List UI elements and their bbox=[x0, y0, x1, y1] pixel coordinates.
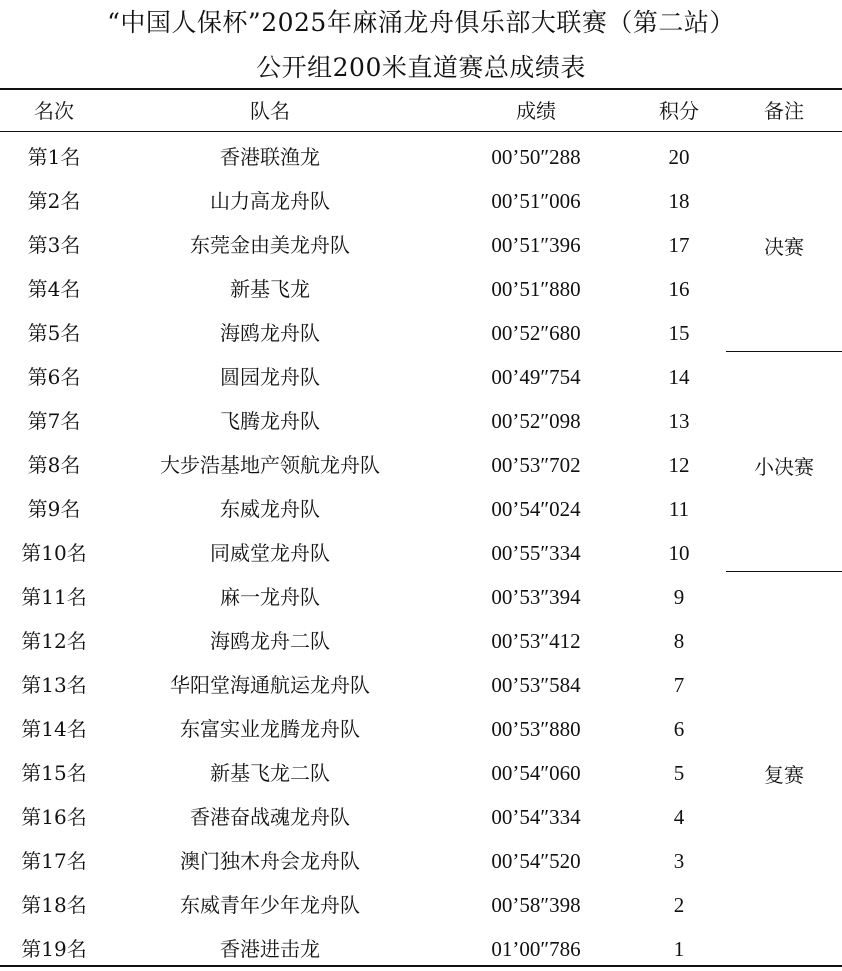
time-cell: 00’50″288 bbox=[491, 145, 581, 169]
table-row bbox=[0, 179, 842, 223]
table-row bbox=[0, 663, 842, 707]
table-row bbox=[0, 531, 842, 575]
time-cell: 01’00″786 bbox=[491, 937, 581, 961]
rank-cell: 第15名 bbox=[21, 761, 87, 785]
time-cell: 00’52″098 bbox=[491, 409, 581, 433]
team-cell: 东富实业龙腾龙舟队 bbox=[180, 717, 360, 741]
rank-cell: 第6名 bbox=[27, 365, 81, 389]
points-cell: 15 bbox=[668, 321, 690, 345]
note-divider-final bbox=[726, 351, 842, 352]
header-bottom-rule bbox=[0, 131, 842, 132]
results-table-body bbox=[0, 135, 842, 971]
rank-cell: 第9名 bbox=[27, 497, 81, 521]
table-row bbox=[0, 883, 842, 927]
rank-cell: 第14名 bbox=[21, 717, 87, 741]
table-row bbox=[0, 223, 842, 267]
rank-cell: 第18名 bbox=[21, 893, 87, 917]
team-cell: 香港奋战魂龙舟队 bbox=[190, 805, 350, 829]
points-cell: 18 bbox=[668, 189, 690, 213]
team-cell: 圆园龙舟队 bbox=[220, 365, 320, 389]
team-cell: 海鸥龙舟二队 bbox=[210, 629, 330, 653]
team-cell: 飞腾龙舟队 bbox=[220, 409, 320, 433]
time-cell: 00’53″880 bbox=[491, 717, 581, 741]
header-time: 成绩 bbox=[516, 99, 556, 123]
header-rank: 名次 bbox=[34, 99, 74, 123]
rank-cell: 第2名 bbox=[27, 189, 81, 213]
table-header bbox=[0, 91, 842, 131]
time-cell: 00’58″398 bbox=[491, 893, 581, 917]
table-row bbox=[0, 399, 842, 443]
rank-cell: 第11名 bbox=[21, 585, 87, 609]
team-cell: 东莞金由美龙舟队 bbox=[190, 233, 350, 257]
table-row bbox=[0, 575, 842, 619]
table-row bbox=[0, 355, 842, 399]
header-points: 积分 bbox=[659, 99, 699, 123]
table-row bbox=[0, 443, 842, 487]
time-cell: 00’52″680 bbox=[491, 321, 581, 345]
points-cell: 13 bbox=[668, 409, 690, 433]
note-repechage: 复赛 bbox=[764, 762, 804, 787]
rank-cell: 第3名 bbox=[27, 233, 81, 257]
time-cell: 00’51″006 bbox=[491, 189, 581, 213]
team-cell: 大步浩基地产领航龙舟队 bbox=[160, 453, 380, 477]
team-cell: 澳门独木舟会龙舟队 bbox=[180, 849, 360, 873]
points-cell: 5 bbox=[673, 761, 685, 785]
document-subtitle: 公开组200米直道赛总成绩表 bbox=[256, 53, 586, 82]
points-cell: 2 bbox=[673, 893, 685, 917]
time-cell: 00’54″520 bbox=[491, 849, 581, 873]
team-cell: 山力高龙舟队 bbox=[210, 189, 330, 213]
time-cell: 00’51″396 bbox=[491, 233, 581, 257]
time-cell: 00’55″334 bbox=[491, 541, 581, 565]
team-cell: 香港联渔龙 bbox=[220, 145, 320, 169]
table-row bbox=[0, 487, 842, 531]
points-cell: 7 bbox=[673, 673, 685, 697]
time-cell: 00’53″702 bbox=[491, 453, 581, 477]
rank-cell: 第7名 bbox=[27, 409, 81, 433]
points-cell: 14 bbox=[668, 365, 690, 389]
time-cell: 00’54″024 bbox=[491, 497, 581, 521]
time-cell: 00’54″334 bbox=[491, 805, 581, 829]
points-cell: 1 bbox=[673, 937, 685, 961]
table-row bbox=[0, 839, 842, 883]
table-row bbox=[0, 619, 842, 663]
points-cell: 9 bbox=[673, 585, 685, 609]
table-row bbox=[0, 135, 842, 179]
team-cell: 新基飞龙二队 bbox=[210, 761, 330, 785]
team-cell: 同威堂龙舟队 bbox=[210, 541, 330, 565]
points-cell: 11 bbox=[668, 497, 690, 521]
table-row bbox=[0, 795, 842, 839]
document-title: “中国人保杯”2025年麻涌龙舟俱乐部大联赛（第二站） bbox=[107, 8, 735, 37]
table-bottom-rule bbox=[0, 965, 842, 967]
rank-cell: 第17名 bbox=[21, 849, 87, 873]
points-cell: 20 bbox=[668, 145, 690, 169]
header-team: 队名 bbox=[250, 99, 290, 123]
rank-cell: 第12名 bbox=[21, 629, 87, 653]
rank-cell: 第16名 bbox=[21, 805, 87, 829]
table-top-rule bbox=[0, 88, 842, 90]
team-cell: 新基飞龙 bbox=[230, 277, 310, 301]
rank-cell: 第19名 bbox=[21, 937, 87, 961]
note-semifinal: 小决赛 bbox=[754, 454, 814, 479]
time-cell: 00’53″584 bbox=[491, 673, 581, 697]
time-cell: 00’53″412 bbox=[491, 629, 581, 653]
header-note: 备注 bbox=[764, 99, 804, 123]
time-cell: 00’51″880 bbox=[491, 277, 581, 301]
points-cell: 8 bbox=[673, 629, 685, 653]
team-cell: 香港进击龙 bbox=[220, 937, 320, 961]
team-cell: 麻一龙舟队 bbox=[220, 585, 320, 609]
points-cell: 4 bbox=[673, 805, 685, 829]
rank-cell: 第10名 bbox=[21, 541, 87, 565]
rank-cell: 第5名 bbox=[27, 321, 81, 345]
table-row bbox=[0, 751, 842, 795]
team-cell: 海鸥龙舟队 bbox=[220, 321, 320, 345]
rank-cell: 第1名 bbox=[27, 145, 81, 169]
points-cell: 3 bbox=[673, 849, 685, 873]
points-cell: 12 bbox=[668, 453, 690, 477]
note-final: 决赛 bbox=[764, 234, 804, 259]
table-row bbox=[0, 311, 842, 355]
rank-cell: 第4名 bbox=[27, 277, 81, 301]
points-cell: 17 bbox=[668, 233, 690, 257]
note-divider-semi bbox=[726, 571, 842, 572]
points-cell: 16 bbox=[668, 277, 690, 301]
time-cell: 00’49″754 bbox=[491, 365, 581, 389]
table-row bbox=[0, 707, 842, 751]
time-cell: 00’53″394 bbox=[491, 585, 581, 609]
team-cell: 东威龙舟队 bbox=[220, 497, 320, 521]
rank-cell: 第8名 bbox=[27, 453, 81, 477]
points-cell: 10 bbox=[668, 541, 690, 565]
points-cell: 6 bbox=[673, 717, 685, 741]
team-cell: 东威青年少年龙舟队 bbox=[180, 893, 360, 917]
table-row bbox=[0, 267, 842, 311]
time-cell: 00’54″060 bbox=[491, 761, 581, 785]
rank-cell: 第13名 bbox=[21, 673, 87, 697]
team-cell: 华阳堂海通航运龙舟队 bbox=[170, 673, 370, 697]
